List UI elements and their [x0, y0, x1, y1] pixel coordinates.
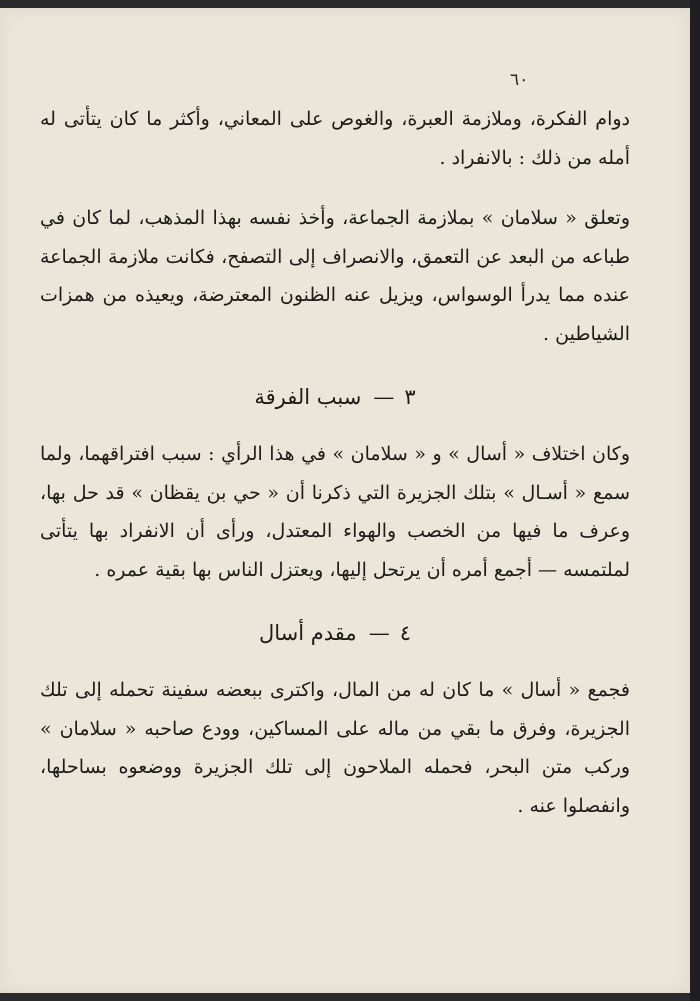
page-content	[40, 100, 630, 825]
section-number: ٣	[404, 385, 416, 409]
section-heading-4	[40, 613, 630, 653]
section-dash: —	[373, 385, 395, 409]
paragraph-1: دوام الفكرة، وملازمة العبرة، والغوص على المعاني، وأكثر ما كان يتأتى له أمله من ذلك : بالانفراد .	[40, 108, 630, 169]
paragraph-4: فجمع « أسال » ما كان له من المال، واكترى ببعضه سفينة تحمله إلى تلك الجزيرة، وفرق ما بقي من ماله على المساكين، وودع صاحبه « سلامان » وركب متن البحر، فحمله الملاحون إلى تلك الجزيرة ووضعوه بساحلها، وانفصلوا عنه .	[40, 679, 630, 817]
paragraph-3: وكان اختلاف « أسال » و « سلامان » في هذا الرأي : سبب افتراقهما، ولما سمع « أسـال » بتلك الجزيرة التي ذكرنا أن « حي بن يقظان » قد حل بها، وعرف ما فيها من الخصب والهواء المعتدل، ورأى أن الانفراد بها يتأتى لملتمسه — أجمع أمره أن يرتحل إليها، ويعتزل الناس بها بقية عمره .	[40, 443, 630, 581]
book-spine-edge	[690, 0, 700, 1001]
paragraph-2: وتعلق « سلامان » بملازمة الجماعة، وأخذ نفسه بهذا المذهب، لما كان في طباعه من البعد عن التعمق، والانصراف إلى التصفح، فكانت ملازمة الجماعة عنده مما يدرأ الوسواس، ويزيل عنه الظنون المعترضة، ويعيذه من همزات الشياطين .	[40, 207, 630, 345]
book-page	[0, 8, 692, 993]
page-number: ٦٠	[510, 70, 529, 90]
section-dash: —	[368, 621, 390, 645]
section-number: ٤	[399, 621, 411, 645]
section-title: سبب الفرقة	[254, 385, 362, 409]
section-title: مقدم أسال	[259, 621, 357, 645]
section-heading-3	[40, 377, 630, 417]
